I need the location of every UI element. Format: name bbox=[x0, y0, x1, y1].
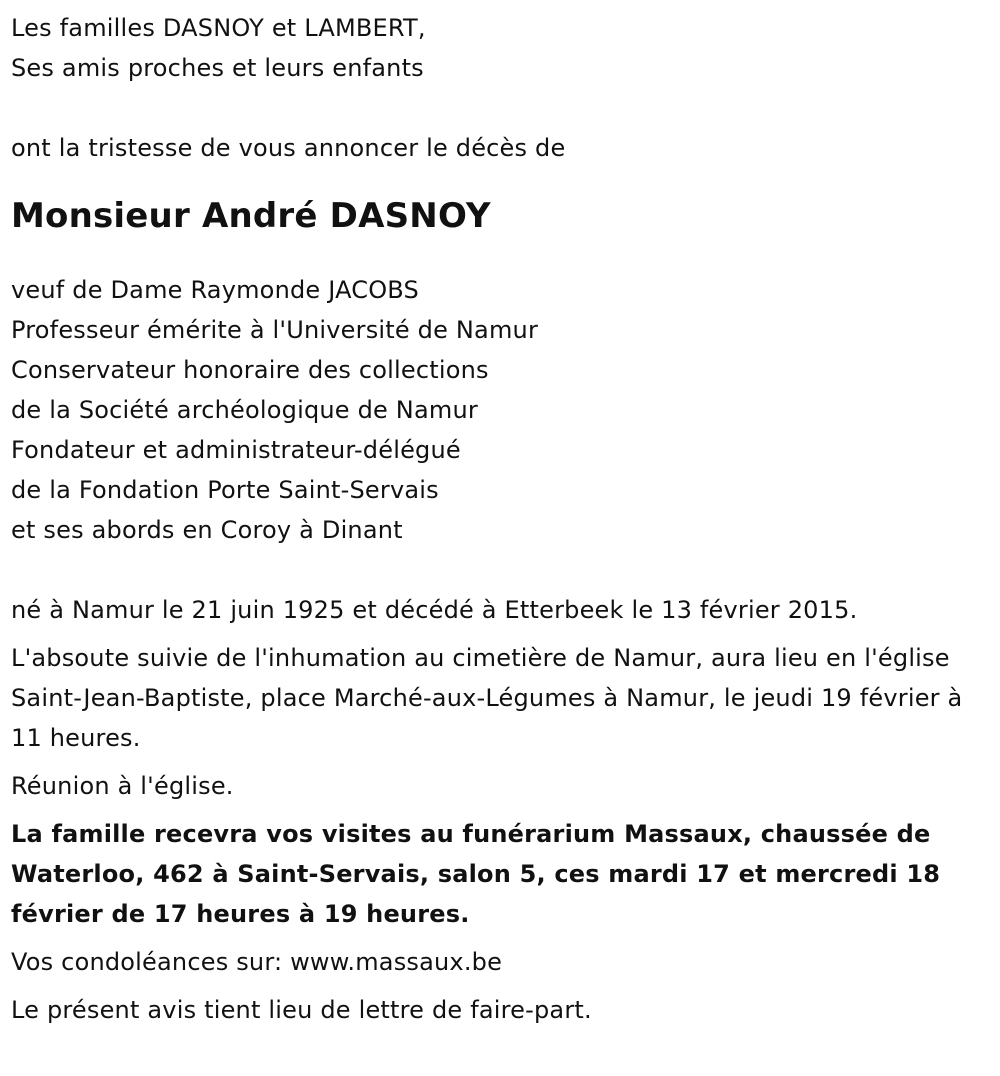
deceased-name: Monsieur André DASNOY bbox=[11, 196, 491, 236]
announcement-line: ont la tristesse de vous annoncer le décès de bbox=[11, 134, 566, 162]
closing-paragraph: Le présent avis tient lieu de lettre de faire-part. bbox=[11, 996, 592, 1024]
death-notice bbox=[11, 8, 986, 1030]
title-line: Fondateur et administrateur-délégué bbox=[11, 436, 461, 464]
title-line: de la Société archéologique de Namur bbox=[11, 396, 478, 424]
titles-list bbox=[11, 270, 986, 550]
title-line: et ses abords en Coroy à Dinant bbox=[11, 516, 403, 544]
title-line: de la Fondation Porte Saint-Servais bbox=[11, 476, 439, 504]
birth-death-paragraph: né à Namur le 21 juin 1925 et décédé à Etterbeek le 13 février 2015. bbox=[11, 596, 858, 624]
spacer bbox=[11, 88, 986, 128]
visits-paragraph: La famille recevra vos visites au funérarium Massaux, chaussée de Waterloo, 462 à Saint-Servais, salon 5, ces mardi 17 et mercredi 18 février de 17 heures à 19 heures. bbox=[11, 820, 941, 928]
title-line: Conservateur honoraire des collections bbox=[11, 356, 489, 384]
families-line: Les familles DASNOY et LAMBERT, bbox=[11, 14, 426, 42]
condolences-paragraph: Vos condoléances sur: www.massaux.be bbox=[11, 948, 503, 976]
friends-line: Ses amis proches et leurs enfants bbox=[11, 54, 424, 82]
ceremony-paragraph: L'absoute suivie de l'inhumation au cimetière de Namur, aura lieu en l'église Saint-Jean-Baptiste, place Marché-aux-Légumes à Namur, le jeudi 19 février à 11 heures. bbox=[11, 644, 963, 752]
title-line: Professeur émérite à l'Université de Namur bbox=[11, 316, 539, 344]
spacer bbox=[11, 550, 986, 590]
reunion-paragraph: Réunion à l'église. bbox=[11, 772, 234, 800]
title-line: veuf de Dame Raymonde JACOBS bbox=[11, 276, 419, 304]
